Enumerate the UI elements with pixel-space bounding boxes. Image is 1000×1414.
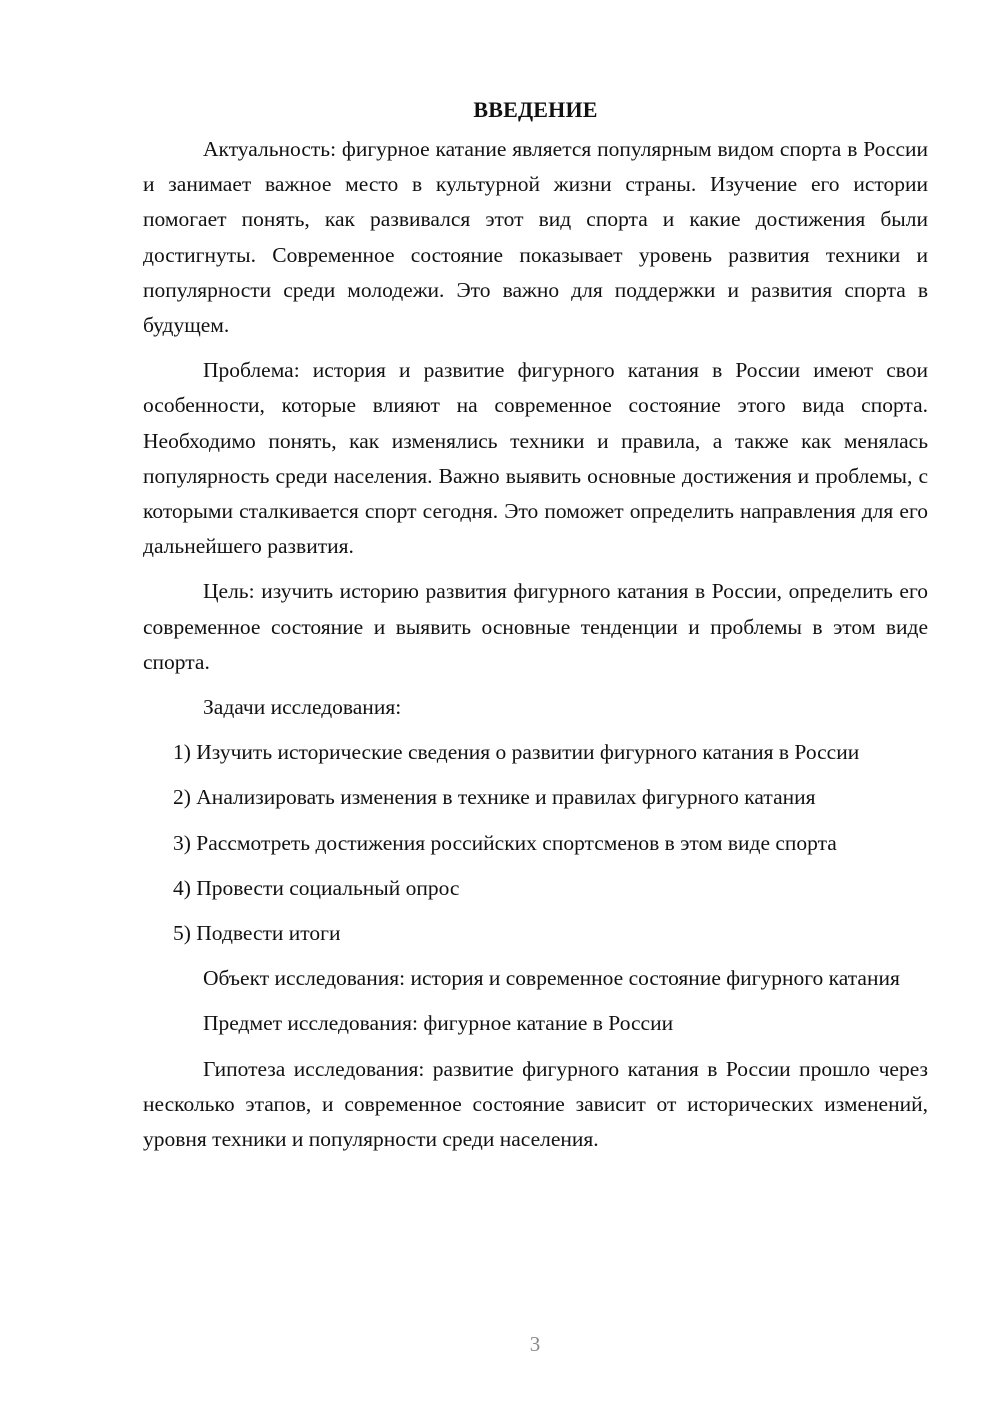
tasks-heading: Задачи исследования: (203, 695, 402, 720)
task-item-5: 5) Подвести итоги (173, 921, 341, 946)
object-paragraph: Объект исследования: история и современное состояние фигурного катания (203, 966, 900, 991)
hypothesis-paragraph: Гипотеза исследования: развитие фигурного катания в России прошло через несколько этапов, и современное состояние зависит от исторических изменений, уровня техники и популярности среди населения. (143, 1056, 928, 1152)
task-item-1: 1) Изучить исторические сведения о развитии фигурного катания в России (173, 740, 860, 765)
page-number: 3 (529, 1332, 541, 1356)
task-item-3: 3) Рассмотреть достижения российских спортсменов в этом виде спорта (173, 830, 837, 855)
document-page (143, 92, 928, 1167)
task-item-4: 4) Провести социальный опрос (173, 875, 460, 900)
goal-paragraph: Цель: изучить историю развития фигурного катания в России, определить его современное состояние и выявить основные тенденции и проблемы в этом виде спорта. (143, 579, 928, 674)
relevance-paragraph: Актуальность: фигурное катание является популярным видом спорта в России и занимает важное место в культурной жизни страны. Изучение его истории помогает понять, как развивался этот вид спорта и какие достижения были достигнуты. Современное состояние показывает уровень развития техники и популярности среди молодежи. Это важно для поддержки и развития спорта в будущем. (143, 137, 928, 338)
section-title: ВВЕДЕНИЕ (473, 97, 598, 122)
task-item-2: 2) Анализировать изменения в технике и правилах фигурного катания (173, 785, 816, 810)
problem-paragraph: Проблема: история и развитие фигурного катания в России имеют свои особенности, которые влияют на современное состояние этого вида спорта. Необходимо понять, как изменялись техники и правила, а также как менялась популярность среди населения. Важно выявить основные достижения и проблемы, с которыми сталкивается спорт сегодня. Это поможет определить направления для его дальнейшего развития. (143, 358, 928, 559)
subject-paragraph: Предмет исследования: фигурное катание в России (203, 1011, 674, 1036)
